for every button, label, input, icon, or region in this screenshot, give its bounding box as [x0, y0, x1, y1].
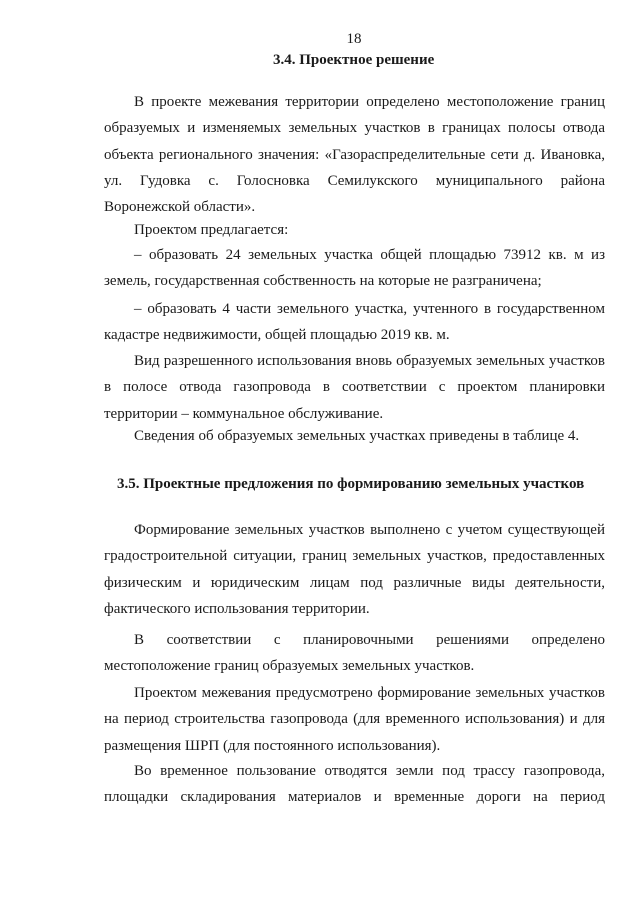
- paragraph: В проекте межевания территории определено местоположение границ образуемых и изменяемых земельных участков в границах полосы отвода объекта регионального значения: «Газораспределительные сети д. Ивановка, ул. Гудовка с. Голосновка Семилукского муниципального района Воронежской области».: [104, 94, 605, 216]
- section-heading-3-5: 3.5. Проектные предложения по формированию земельных участков: [117, 476, 585, 492]
- paragraph: Во временное пользование отводятся земли под трассу газопровода, площадки складирования материалов и временные дороги на период: [104, 763, 605, 806]
- section-heading-3-4: 3.4. Проектное решение: [273, 52, 435, 68]
- paragraph: Сведения об образуемых земельных участках приведены в таблице 4.: [134, 428, 580, 444]
- list-item: – образовать 24 земельных участка общей площадью 73912 кв. м из земель, государственная собственность на которые не разграничена;: [104, 247, 605, 290]
- paragraph: Вид разрешенного использования вновь образуемых земельных участков в полосе отвода газопровода в соответствии с проектом планировки территории – коммунальное обслуживание.: [104, 353, 605, 422]
- paragraph: В соответствии с планировочными решениями определено местоположение границ образуемых земельных участков.: [104, 632, 605, 675]
- paragraph: Формирование земельных участков выполнено с учетом существующей градостроительной ситуации, границ земельных участков, предоставленных физическим и юридическим лицам под различные виды деятельности, фактического использования территории.: [104, 522, 605, 617]
- paragraph: Проектом межевания предусмотрено формирование земельных участков на период строительства газопровода (для временного использования) и для размещения ШРП (для постоянного использования).: [104, 685, 605, 754]
- list-item: – образовать 4 части земельного участка, учтенного в государственном кадастре недвижимости, общей площадью 2019 кв. м.: [104, 301, 605, 344]
- page-number: 18: [346, 31, 362, 47]
- paragraph: Проектом предлагается:: [134, 222, 289, 238]
